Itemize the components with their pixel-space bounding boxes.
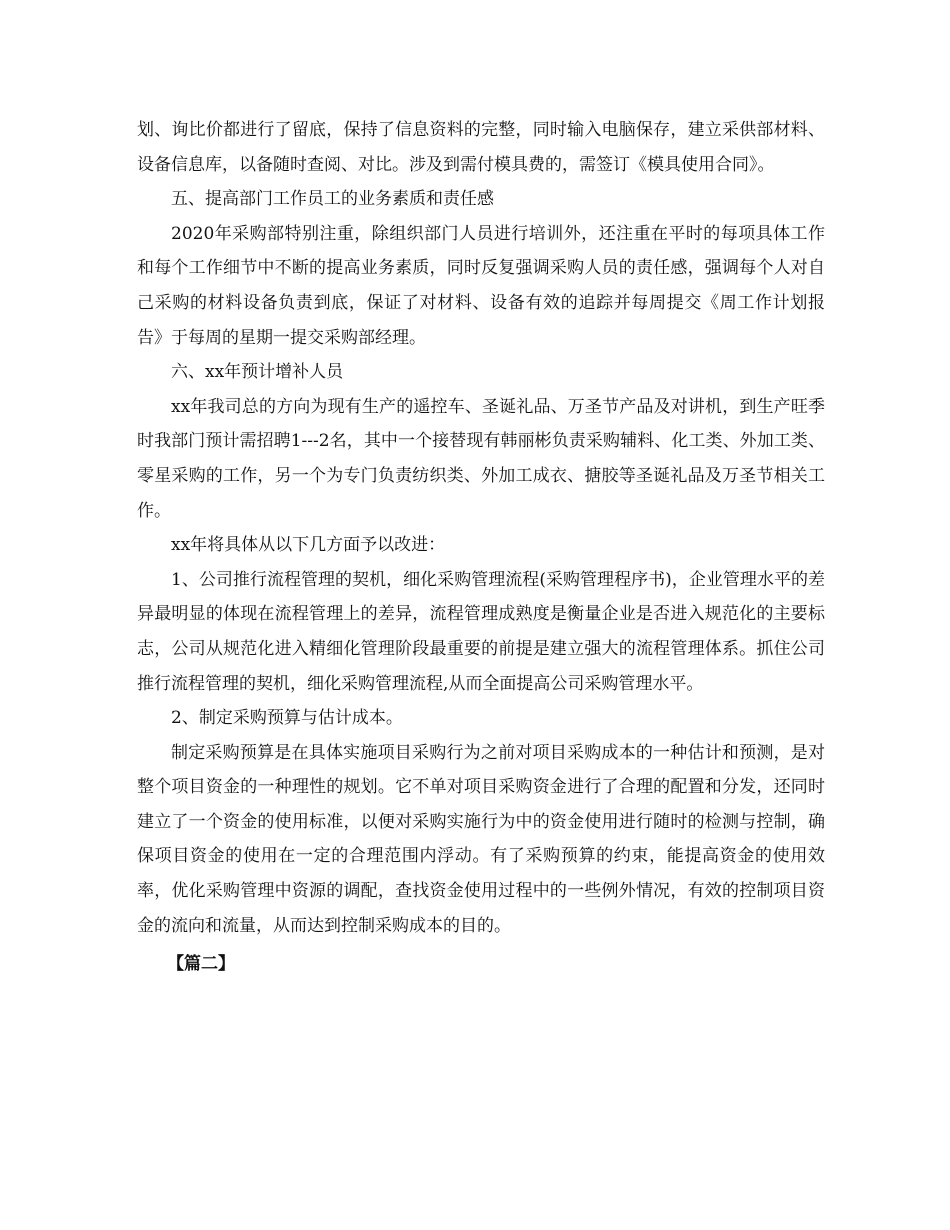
document-body [137,113,825,982]
paragraph-continuation: 划、询比价都进行了留底，保持了信息资料的完整，同时输入电脑保存，建立采供部材料、设备信息库，以备随时查阅、对比。涉及到需付模具费的，需签订《模具使用合同》。 [137,120,825,175]
section-marker-part-two: 【篇二】 [167,954,235,975]
paragraph-budget: 制定采购预算是在具体实施项目采购行为之前对项目采购成本的一种估计和预测，是对整个项目资金的一种理性的规划。它不单对项目采购资金进行了合理的配置和分发，还同时建立了一个资金的使用标准，以便对采购实施行为中的资金使用进行随时的检测与控制，确保项目资金的使用在一定的合理范围内浮动。有了采购预算的约束，能提高资金的使用效率，优化采购管理中资源的调配，查找资金使用过程中的一些例外情况，有效的控制项目资金的流向和流量，从而达到控制采购成本的目的。 [137,742,825,936]
section-heading-six: 六、xx年预计增补人员 [171,362,344,383]
section-heading-five: 五、提高部门工作员工的业务素质和责任感 [171,189,494,210]
paragraph-staffing: xx年我司总的方向为现有生产的遥控车、圣诞礼品、万圣节产品及对讲机，到生产旺季时我部门预计需招聘1---2名，其中一个接替现有韩丽彬负责采购辅料、化工类、外加工类、零星采购的工作，另一个为专门负责纺织类、外加工成衣、搪胶等圣诞礼品及万圣节相关工作。 [137,396,825,521]
paragraph-item-two-title: 2、制定采购预算与估计成本。 [171,708,403,729]
paragraph-item-one: 1、公司推行流程管理的契机，细化采购管理流程(采购管理程序书)，企业管理水平的差异最明显的体现在流程管理上的差异，流程管理成熟度是衡量企业是否进入规范化的主要标志，公司从规范化进入精细化管理阶段最重要的前提是建立强大的流程管理体系。抓住公司推行流程管理的契机，细化采购管理流程,从而全面提高公司采购管理水平。 [137,569,825,694]
paragraph-training: 2020年采购部特别注重，除组织部门人员进行培训外，还注重在平时的每项具体工作和每个工作细节中不断的提高业务素质，同时反复强调采购人员的责任感，强调每个人对自己采购的材料设备负责到底，保证了对材料、设备有效的追踪并每周提交《周工作计划报告》于每周的星期一提交采购部经理。 [137,223,825,348]
paragraph-improvement-intro: xx年将具体从以下几方面予以改进： [171,535,446,556]
